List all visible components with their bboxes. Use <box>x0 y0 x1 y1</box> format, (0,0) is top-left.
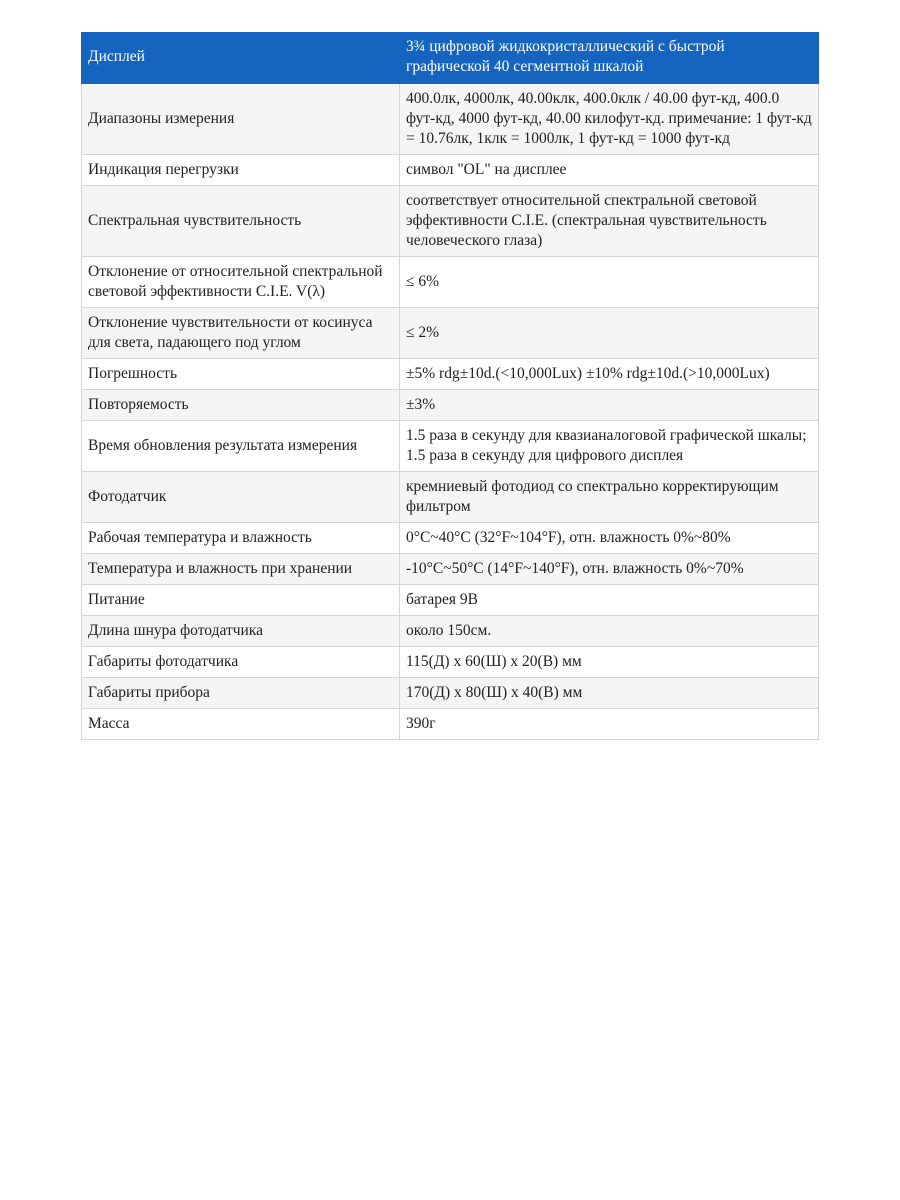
spec-label: Повторяемость <box>82 390 400 421</box>
spec-row-device-dimensions <box>82 678 819 709</box>
spec-row-spectral-sensitivity <box>82 186 819 257</box>
spec-value: 0°C~40°C (32°F~104°F), отн. влажность 0%~80% <box>400 523 819 554</box>
spec-row-power <box>82 585 819 616</box>
spec-label: Фотодатчик <box>82 472 400 523</box>
spec-value: ±5% rdg±10d.(<10,000Lux) ±10% rdg±10d.(>10,000Lux) <box>400 359 819 390</box>
spec-value: символ "OL" на дисплее <box>400 155 819 186</box>
spec-value: около 150см. <box>400 616 819 647</box>
spec-value: 170(Д) х 80(Ш) х 40(В) мм <box>400 678 819 709</box>
spec-row-update-rate <box>82 421 819 472</box>
spec-value: соответствует относительной спектральной световой эффективности C.I.E. (спектральная чувствительность человеческого глаза) <box>400 186 819 257</box>
spec-label: Погрешность <box>82 359 400 390</box>
spec-label: Отклонение от относительной спектральной световой эффективности C.I.E. V(λ) <box>82 257 400 308</box>
spec-label: Масса <box>82 709 400 740</box>
spec-label: Длина шнура фотодатчика <box>82 616 400 647</box>
spec-label: Габариты фотодатчика <box>82 647 400 678</box>
spec-label: Температура и влажность при хранении <box>82 554 400 585</box>
spec-row-photosensor <box>82 472 819 523</box>
spec-row-operating-conditions <box>82 523 819 554</box>
spec-value: кремниевый фотодиод со спектрально корректирующим фильтром <box>400 472 819 523</box>
spec-value: 1.5 раза в секунду для квазианалоговой графической шкалы; 1.5 раза в секунду для цифрового дисплея <box>400 421 819 472</box>
spec-value: батарея 9В <box>400 585 819 616</box>
spec-value: ±3% <box>400 390 819 421</box>
spec-label: Индикация перегрузки <box>82 155 400 186</box>
spec-value: ≤ 6% <box>400 257 819 308</box>
spec-row-repeatability <box>82 390 819 421</box>
spec-row-display <box>82 33 819 84</box>
spec-value: ≤ 2% <box>400 308 819 359</box>
spec-row-storage-conditions <box>82 554 819 585</box>
spec-row-weight <box>82 709 819 740</box>
spec-row-spectral-deviation <box>82 257 819 308</box>
spec-row-ranges <box>82 84 819 155</box>
spec-row-cord-length <box>82 616 819 647</box>
spec-value: -10°C~50°C (14°F~140°F), отн. влажность 0%~70% <box>400 554 819 585</box>
spec-label: Питание <box>82 585 400 616</box>
spec-label: Спектральная чувствительность <box>82 186 400 257</box>
spec-row-accuracy <box>82 359 819 390</box>
spec-label: Габариты прибора <box>82 678 400 709</box>
spec-label: Отклонение чувствительности от косинуса для света, падающего под углом <box>82 308 400 359</box>
spec-label: Дисплей <box>82 33 400 84</box>
spec-row-sensor-dimensions <box>82 647 819 678</box>
spec-table <box>81 32 819 740</box>
spec-value: 400.0лк, 4000лк, 40.00клк, 400.0клк / 40.00 фут-кд, 400.0 фут-кд, 4000 фут-кд, 40.00 килофут-кд. примечание: 1 фут-кд = 10.76лк, 1клк = 1000лк, 1 фут-кд = 1000 фут-кд <box>400 84 819 155</box>
spec-label: Рабочая температура и влажность <box>82 523 400 554</box>
spec-value: 115(Д) х 60(Ш) х 20(В) мм <box>400 647 819 678</box>
spec-row-cosine-deviation <box>82 308 819 359</box>
spec-label: Диапазоны измерения <box>82 84 400 155</box>
spec-value: 390г <box>400 709 819 740</box>
spec-row-overload <box>82 155 819 186</box>
spec-value: 3¾ цифровой жидкокристаллический с быстрой графической 40 сегментной шкалой <box>400 33 819 84</box>
spec-label: Время обновления результата измерения <box>82 421 400 472</box>
